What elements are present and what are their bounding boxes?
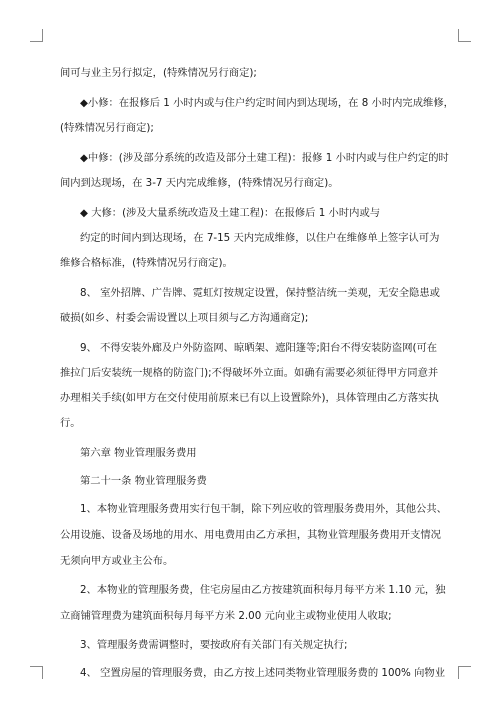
text-line: 8、 室外招牌、广告牌、霓虹灯按规定设置，保持整洁统一美观，无安全隐患或	[80, 287, 440, 299]
text-line: (特殊情况另行商定);	[60, 122, 154, 134]
text-line: ◆小修：在报修后 1 小时内或与住户约定时间内到达现场，在 8 小时内完成维修，	[80, 97, 454, 109]
text-line: 4、 空置房屋的管理服务费，由乙方按上述同类物业管理服务费的 100% 向物业	[80, 667, 446, 679]
text-line: ◆ 大修：(涉及大量系统改造及土建工程)：在报修后 1 小时内或与	[80, 207, 381, 219]
text-line: 立商铺管理费为建筑面积每月每平方米 2.00 元向业主或物业使用人收取;	[60, 610, 392, 622]
text-line: 间可与业主另行拟定，(特殊情况另行商定);	[60, 67, 257, 79]
text-line: 9、 不得安装外廊及户外防盗网、晾晒架、遮阳篷等;阳台不得安装防盗网(可在	[80, 342, 438, 354]
text-line: 间内到达现场，在 3-7 天内完成维修，(特殊情况另行商定)。	[60, 177, 339, 189]
crop-mark-top-left	[30, 29, 43, 42]
text-line: 破损(如乡、村委会需设置以上项目须与乙方沟通商定);	[60, 312, 309, 324]
text-line: 约定的时间内到达现场，在 7-15 天内完成维修，以住户在维修单上签字认可为	[80, 232, 440, 244]
crop-mark-bottom-right	[458, 666, 471, 679]
text-line: 公用设施、设备及场地的用水、用电费用由乙方承担，其物业管理服务费用开支情况	[60, 529, 441, 541]
text-line: 3、管理服务费需调整时，要按政府有关部门有关规定执行;	[80, 639, 348, 651]
text-line: 无须向甲方或业主公布。	[60, 555, 174, 567]
text-line: 办理相关手续(如甲方在交付使用前原来已有以上设置除外)，具体管理由乙方落实执	[60, 392, 439, 404]
chapter-heading: 第六章 物业管理服务费用	[80, 447, 197, 459]
text-line: 维修合格标准，(特殊情况另行商定)。	[60, 257, 233, 269]
text-line: 推拉门后安装统一规格的防盗门);不得破坏外立面。如确有需要必须征得甲方同意并	[60, 367, 439, 379]
article-heading: 第二十一条 物业管理服务费	[80, 475, 207, 487]
text-line: 行。	[60, 417, 81, 429]
text-line: ◆中修：(涉及部分系统的改造及部分土建工程)：报修 1 小时内或与住户约定的时	[80, 152, 449, 164]
crop-mark-top-right	[458, 29, 471, 42]
crop-mark-bottom-left	[30, 666, 43, 679]
text-line: 2、本物业的管理服务费，住宅房屋由乙方按建筑面积每月每平方米 1.10 元，独	[80, 584, 446, 596]
text-line: 1、本物业管理服务费用实行包干制，除下列应收的管理服务费用外，其他公共、	[80, 503, 447, 515]
